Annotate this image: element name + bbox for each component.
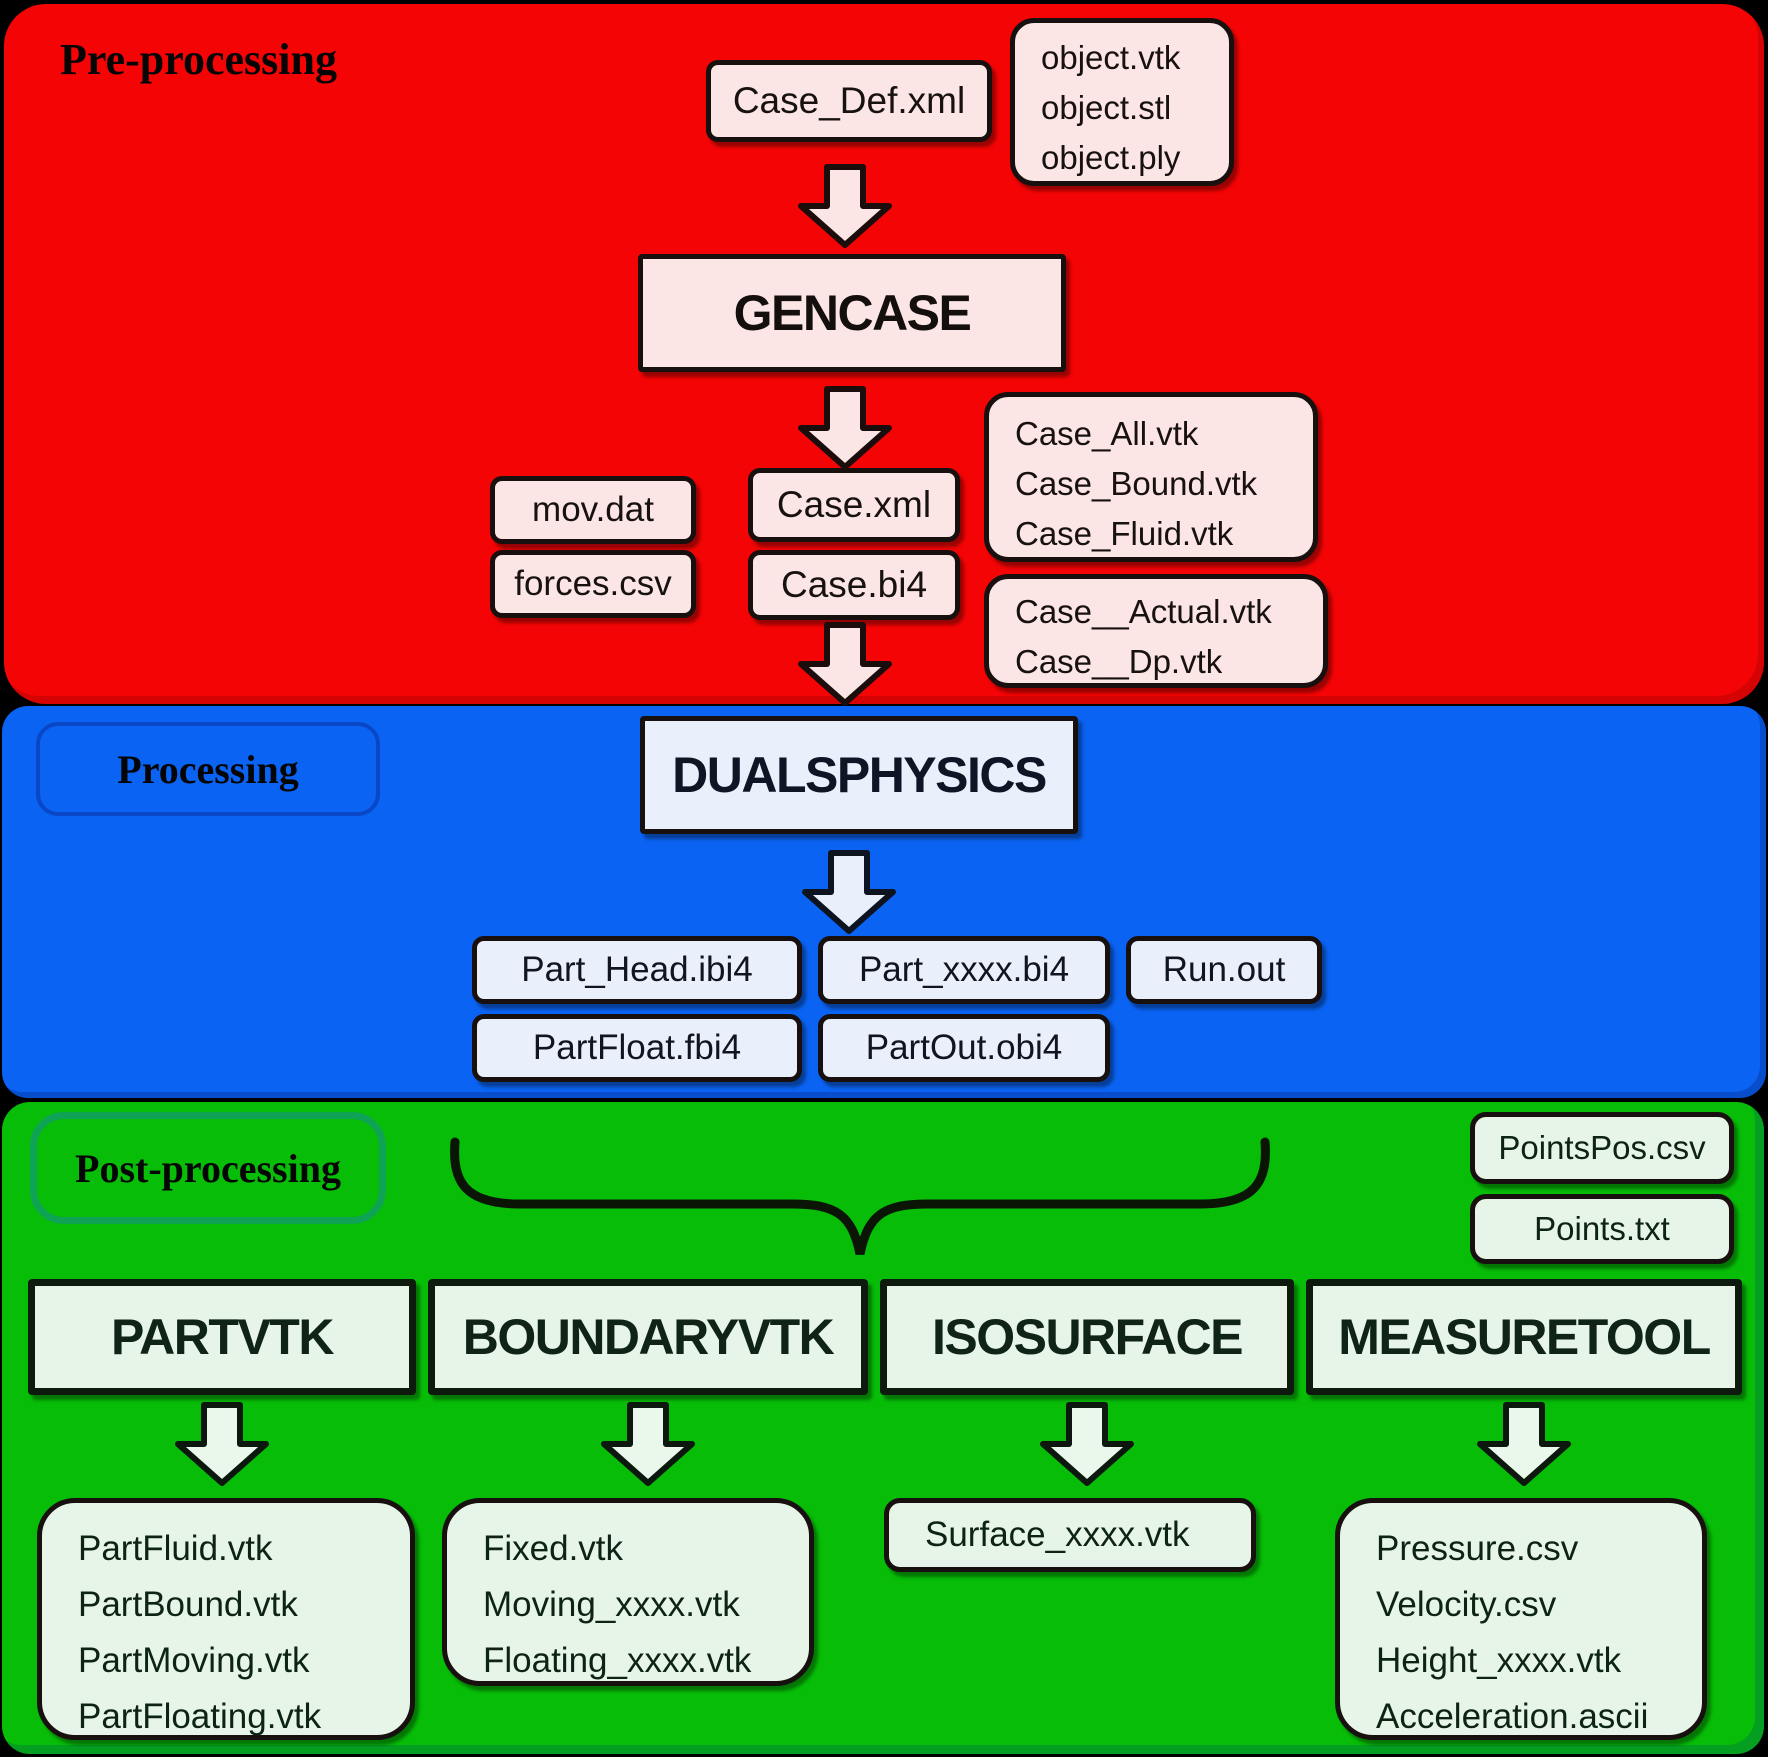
- output-file: Height_xxxx.vtk: [1376, 1641, 1622, 1680]
- output-file: Acceleration.ascii: [1376, 1697, 1649, 1736]
- processing-label-frame: [36, 722, 380, 816]
- output-file: Moving_xxxx.vtk: [483, 1585, 740, 1624]
- down-arrow-icon: [793, 164, 897, 248]
- down-arrow-icon: [797, 850, 901, 934]
- output-file: PartBound.vtk: [78, 1585, 298, 1624]
- post-processing-label-frame: [30, 1112, 386, 1224]
- node-gencase: GENCASE: [638, 254, 1066, 372]
- case-output-file: Case__Dp.vtk: [1015, 643, 1223, 680]
- node-part-head: Part_Head.ibi4: [472, 936, 802, 1004]
- curly-brace-icon: [440, 1132, 1280, 1268]
- node-boundaryvtk-outputs: [442, 1498, 814, 1686]
- down-arrow-icon: [596, 1402, 700, 1486]
- down-arrow-icon: [793, 622, 897, 706]
- node-case-actual-outputs: [984, 574, 1328, 688]
- case-output-file: Case_All.vtk: [1015, 415, 1199, 452]
- object-file: object.vtk: [1041, 39, 1181, 76]
- node-part-xxxx: Part_xxxx.bi4: [818, 936, 1110, 1004]
- case-output-file: Case__Actual.vtk: [1015, 593, 1272, 630]
- node-case-vtk-outputs: [984, 392, 1318, 562]
- node-partout: PartOut.obi4: [818, 1014, 1110, 1082]
- pre-processing-label: Pre-processing: [60, 35, 337, 84]
- output-file: Velocity.csv: [1376, 1585, 1557, 1624]
- case-output-file: Case_Fluid.vtk: [1015, 515, 1234, 552]
- object-file: object.ply: [1041, 139, 1181, 176]
- node-mov-dat: mov.dat: [490, 476, 696, 544]
- node-tool-isosurface: ISOSURFACE: [880, 1279, 1294, 1395]
- case-output-file: Case_Bound.vtk: [1015, 465, 1258, 502]
- node-tool-partvtk: PARTVTK: [28, 1279, 416, 1395]
- node-case-xml: Case.xml: [748, 468, 960, 542]
- node-dualsphysics: DUALSPHYSICS: [640, 716, 1078, 834]
- node-partfloat: PartFloat.fbi4: [472, 1014, 802, 1082]
- object-file: object.stl: [1041, 89, 1172, 126]
- output-file: PartFluid.vtk: [78, 1529, 273, 1568]
- down-arrow-icon: [1472, 1402, 1576, 1486]
- node-isosurface-outputs: Surface_xxxx.vtk: [884, 1498, 1256, 1572]
- node-tool-boundaryvtk: BOUNDARYVTK: [428, 1279, 868, 1395]
- node-forces-csv: forces.csv: [490, 550, 696, 618]
- node-object-files: [1010, 18, 1234, 186]
- output-file: Floating_xxxx.vtk: [483, 1641, 752, 1680]
- node-tool-measuretool: MEASURETOOL: [1306, 1279, 1742, 1395]
- down-arrow-icon: [793, 386, 897, 470]
- post-processing-label: Post-processing: [75, 1145, 341, 1191]
- node-points-txt: Points.txt: [1470, 1194, 1734, 1264]
- node-pointspos-csv: PointsPos.csv: [1470, 1112, 1734, 1184]
- down-arrow-icon: [170, 1402, 274, 1486]
- node-partvtk-outputs: [37, 1498, 415, 1740]
- node-run-out: Run.out: [1126, 936, 1322, 1004]
- node-measuretool-outputs: [1335, 1498, 1707, 1740]
- output-file: Pressure.csv: [1376, 1529, 1579, 1568]
- output-file: PartFloating.vtk: [78, 1697, 322, 1736]
- processing-label: Processing: [117, 746, 299, 792]
- down-arrow-icon: [1035, 1402, 1139, 1486]
- output-file: PartMoving.vtk: [78, 1641, 310, 1680]
- output-file: Fixed.vtk: [483, 1529, 624, 1568]
- node-case-bi4: Case.bi4: [748, 550, 960, 620]
- node-case-def-xml: Case_Def.xml: [706, 60, 992, 142]
